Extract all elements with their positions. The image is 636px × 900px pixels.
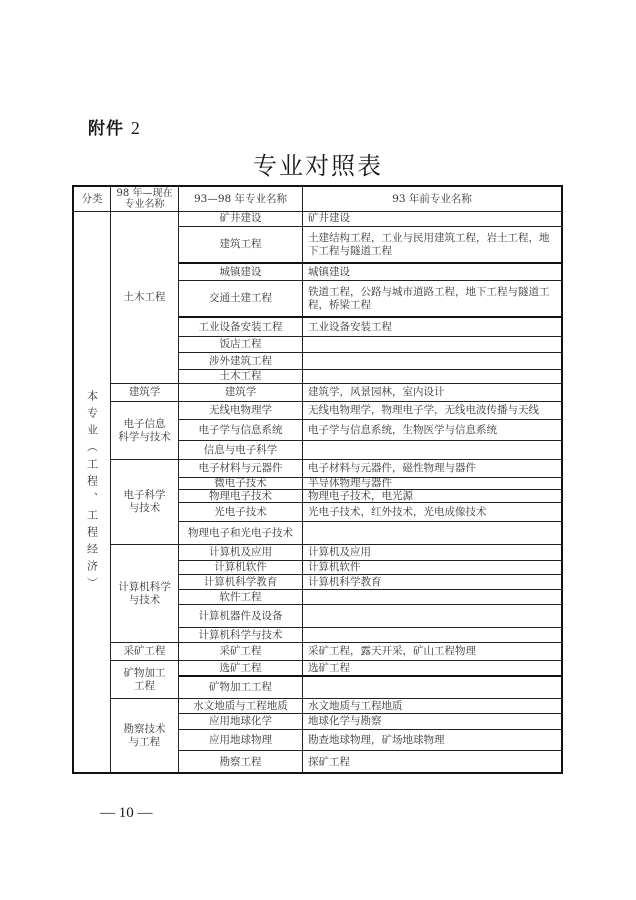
attachment-number: 2 bbox=[130, 118, 141, 138]
current-major-text: 与技术 bbox=[128, 593, 161, 606]
current-major-text: 勘察技术 bbox=[123, 723, 166, 735]
table-row-pre-93-major bbox=[303, 605, 561, 628]
table-row-pre-93-major bbox=[303, 677, 561, 699]
table-row-93-98-major: 软件工程 bbox=[179, 590, 303, 605]
table-row-93-98-major: 信息与电子科学 bbox=[179, 441, 303, 460]
table-row-93-98-major: 微电子技术 bbox=[179, 478, 303, 490]
table-row-93-98-major: 计算机科学与技术 bbox=[179, 628, 303, 643]
table-row-93-98-major: 土木工程 bbox=[179, 370, 303, 384]
header-pre-93-major: 93 年前专业名称 bbox=[303, 187, 561, 212]
table-row-pre-93-major: 土建结构工程，工业与民用建筑工程，岩土工程，地下工程与隧道工程 bbox=[303, 227, 561, 264]
table-row-pre-93-major: 物理电子技术，电光源 bbox=[303, 490, 561, 503]
table-row-93-98-major: 电子材料与元器件 bbox=[179, 460, 303, 478]
table-row-pre-93-major: 电子材料与元器件，磁性物理与器件 bbox=[303, 460, 561, 478]
current-major-text: 矿物加工 bbox=[123, 666, 166, 679]
table-row-pre-93-major bbox=[303, 337, 561, 353]
table-row-pre-93-major: 地球化学与勘察 bbox=[303, 714, 561, 730]
current-major-text: 科学与技术 bbox=[118, 430, 171, 443]
current-major-cell bbox=[111, 545, 179, 643]
current-major-cell bbox=[111, 460, 179, 545]
table-row-pre-93-major: 城镇建设 bbox=[303, 264, 561, 281]
table-row-pre-93-major bbox=[303, 441, 561, 460]
current-major-cell bbox=[111, 661, 179, 699]
page-title: 专业对照表 bbox=[253, 152, 383, 180]
table-row-93-98-major: 物理电子技术 bbox=[179, 490, 303, 503]
table-row-93-98-major: 涉外建筑工程 bbox=[179, 353, 303, 370]
table-row-93-98-major: 水文地质与工程地质 bbox=[179, 699, 303, 714]
table-row-pre-93-major: 计算机科学教育 bbox=[303, 575, 561, 590]
table-row-93-98-major: 应用地球化学 bbox=[179, 714, 303, 730]
current-major-text: 土木工程 bbox=[123, 290, 166, 303]
table-row-93-98-major: 电子学与信息系统 bbox=[179, 420, 303, 441]
current-major-cell bbox=[111, 211, 179, 384]
current-major-cell bbox=[111, 699, 179, 773]
table-row-93-98-major: 计算机软件 bbox=[179, 561, 303, 575]
page-number: — 10 — bbox=[100, 805, 153, 821]
current-major-text: 电子科学 bbox=[123, 489, 166, 501]
table-row-pre-93-major: 无线电物理学，物理电子学，无线电波传播与天线 bbox=[303, 402, 561, 420]
category-text: 本专业（工程、工程经济） bbox=[85, 390, 99, 594]
table-row-93-98-major: 计算机及应用 bbox=[179, 545, 303, 561]
current-major-cell bbox=[111, 402, 179, 460]
table-row-pre-93-major: 建筑学，风景园林，室内设计 bbox=[303, 384, 561, 402]
table-row-93-98-major: 工业设备安装工程 bbox=[179, 318, 303, 337]
table-row-pre-93-major: 采矿工程，露天开采，矿山工程物理 bbox=[303, 643, 561, 661]
table-row-pre-93-major: 计算机软件 bbox=[303, 561, 561, 575]
table-row-93-98-major: 计算机器件及设备 bbox=[179, 605, 303, 628]
table-row-pre-93-major: 水文地质与工程地质 bbox=[303, 699, 561, 714]
table-row-pre-93-major: 勘查地球物理，矿场地球物理 bbox=[303, 730, 561, 751]
table-row-pre-93-major: 选矿工程 bbox=[303, 661, 561, 677]
table-row-93-98-major: 无线电物理学 bbox=[179, 402, 303, 420]
table-row-93-98-major: 计算机科学教育 bbox=[179, 575, 303, 590]
header-93-98-major: 93—98 年专业名称 bbox=[179, 187, 303, 212]
table-row-pre-93-major: 工业设备安装工程 bbox=[303, 318, 561, 337]
table-row-93-98-major: 光电子技术 bbox=[179, 503, 303, 522]
current-major-text: 计算机科学 bbox=[118, 580, 171, 593]
table-row-pre-93-major bbox=[303, 628, 561, 643]
table-row-pre-93-major bbox=[303, 522, 561, 545]
current-major-text: 与工程 bbox=[128, 736, 161, 748]
table-row-pre-93-major: 矿井建设 bbox=[303, 211, 561, 227]
table-row-pre-93-major: 光电子技术，红外技术，光电成像技术 bbox=[303, 503, 561, 522]
header-current-major bbox=[111, 187, 179, 212]
header-current-line2: 专业名称 bbox=[124, 199, 165, 210]
attachment-text: 附件 bbox=[88, 119, 124, 139]
table-row-pre-93-major: 探矿工程 bbox=[308, 755, 350, 768]
major-comparison-table bbox=[72, 185, 563, 774]
current-major-cell bbox=[111, 643, 179, 661]
table-row-93-98-major: 交通土建工程 bbox=[179, 281, 303, 318]
table-row-93-98-major: 建筑工程 bbox=[179, 227, 303, 264]
table-row-93-98-major: 城镇建设 bbox=[179, 264, 303, 281]
table-row-93-98-major: 饭店工程 bbox=[179, 337, 303, 353]
table-row-93-98-major: 选矿工程 bbox=[179, 661, 303, 677]
table-row-93-98-major: 勘察工程 bbox=[179, 751, 303, 773]
current-major-text: 采矿工程 bbox=[123, 645, 166, 657]
header-category: 分类 bbox=[74, 187, 111, 212]
table-row-93-98-major: 物理电子和光电子技术 bbox=[179, 522, 303, 545]
table-row-pre-93-major: 电子学与信息系统，生物医学与信息系统 bbox=[303, 420, 561, 441]
table-row-93-98-major: 建筑学 bbox=[179, 384, 303, 402]
table-row-pre-93-major: 计算机及应用 bbox=[303, 545, 561, 561]
table-row-pre-93-major bbox=[303, 590, 561, 605]
current-major-text: 工程 bbox=[134, 679, 155, 692]
current-major-text: 建筑学 bbox=[128, 386, 161, 398]
table-row-93-98-major: 矿井建设 bbox=[179, 211, 303, 227]
current-major-cell bbox=[111, 384, 179, 402]
table-row-pre-93-major: 铁道工程，公路与城市道路工程，地下工程与隧道工程，桥梁工程 bbox=[303, 281, 561, 318]
category-cell bbox=[74, 212, 111, 772]
table-row-93-98-major: 应用地球物理 bbox=[179, 730, 303, 751]
attachment-label bbox=[88, 114, 141, 139]
table-row-93-98-major: 矿物加工工程 bbox=[179, 677, 303, 699]
header-current-line1: 98 年—现在 bbox=[116, 188, 173, 199]
table-row-93-98-major: 采矿工程 bbox=[179, 643, 303, 661]
table-row-pre-93-major bbox=[303, 370, 561, 384]
table-row-pre-93-major: 半导体物理与器件 bbox=[303, 478, 561, 490]
current-major-text: 电子信息 bbox=[123, 417, 166, 430]
current-major-text: 与技术 bbox=[128, 502, 161, 514]
table-row-pre-93-major bbox=[303, 353, 561, 370]
